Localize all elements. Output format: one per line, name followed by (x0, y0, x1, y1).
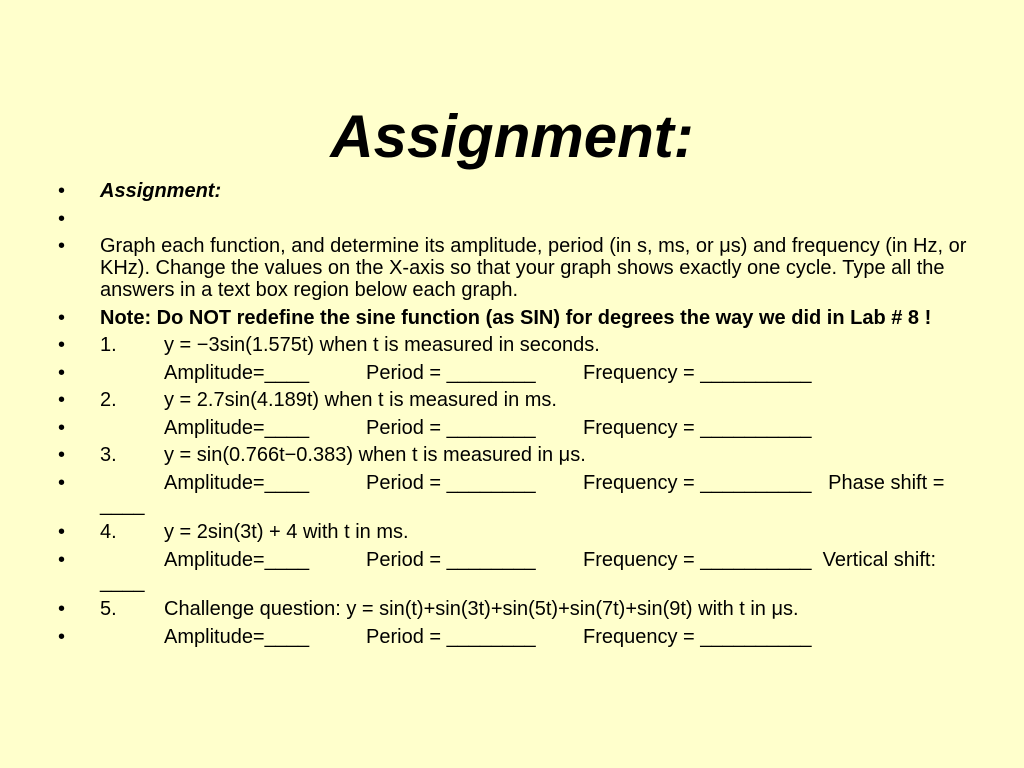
frequency-field: Frequency = __________ (583, 548, 812, 571)
phase-shift-field: Phase shift = ____ (100, 471, 950, 516)
period-field: Period = ________ (366, 416, 536, 439)
period-field: Period = ________ (366, 625, 536, 648)
problem-number: 3. (100, 444, 117, 466)
bullet-dot: • (58, 521, 66, 543)
amplitude-field: Amplitude=____ (164, 361, 310, 384)
problem-1 (58, 334, 973, 356)
problem-3 (58, 444, 973, 466)
problem-5 (58, 598, 973, 620)
frequency-field: Frequency = __________ (583, 416, 812, 439)
problem-2 (58, 389, 973, 411)
amplitude-field: Amplitude=____ (164, 625, 310, 648)
bullet-dot: • (58, 444, 66, 466)
bullet-dot: • (58, 207, 66, 230)
bullet-note (58, 307, 973, 329)
answers-5 (58, 626, 973, 648)
problem-equation: y = 2sin(3t) + 4 with t in ms. (164, 521, 409, 543)
bullet-dot: • (58, 180, 66, 202)
answers-3 (58, 472, 973, 516)
answers-4 (58, 549, 973, 593)
note-text: Note: Do NOT redefine the sine function (as SIN) for degrees the way we did in Lab # 8 ! (100, 306, 932, 329)
vertical-shift-field: Vertical shift: ____ (100, 548, 942, 593)
bullet-dot: • (58, 625, 66, 648)
answers-2 (58, 417, 973, 439)
problem-number: 4. (100, 521, 117, 543)
problem-number: 1. (100, 334, 117, 356)
bullet-dot: • (58, 306, 66, 329)
bullet-dot: • (58, 598, 66, 620)
frequency-field: Frequency = __________ (583, 361, 812, 384)
period-field: Period = ________ (366, 361, 536, 384)
bullet-heading (58, 180, 973, 202)
bullet-dot: • (58, 235, 66, 257)
amplitude-field: Amplitude=____ (164, 416, 310, 439)
slide-title: Assignment: (330, 103, 694, 171)
bullet-dot: • (58, 361, 66, 384)
bullet-dot: • (58, 389, 66, 411)
problem-equation: y = sin(0.766t−0.383) when t is measured in μs. (164, 444, 586, 466)
problem-equation: y = −3sin(1.575t) when t is measured in seconds. (164, 334, 600, 356)
assignment-heading: Assignment: (100, 180, 222, 202)
period-field: Period = ________ (366, 471, 536, 494)
frequency-field: Frequency = __________ (583, 471, 812, 494)
period-field: Period = ________ (366, 548, 536, 571)
bullet-dot: • (58, 548, 66, 571)
bullet-dot: • (58, 416, 66, 439)
amplitude-field: Amplitude=____ (164, 548, 310, 571)
answers-1 (58, 362, 973, 384)
amplitude-field: Amplitude=____ (164, 471, 310, 494)
assignment-bullet-list (58, 180, 973, 653)
instructions-text: Graph each function, and determine its amplitude, period (in s, ms, or μs) and frequency (in Hz, or KHz). Change the values on the X-axis so that your graph shows exactly one cycle. Type all the answers in a text box region below each graph. (100, 235, 967, 301)
problem-number: 5. (100, 598, 117, 620)
problem-equation: Challenge question: y = sin(t)+sin(3t)+sin(5t)+sin(7t)+sin(9t) with t in μs. (164, 598, 799, 620)
bullet-empty (58, 208, 973, 230)
problem-4 (58, 521, 973, 543)
problem-number: 2. (100, 389, 117, 411)
bullet-dot: • (58, 471, 66, 494)
frequency-field: Frequency = __________ (583, 625, 812, 648)
bullet-instructions (58, 235, 973, 301)
problem-equation: y = 2.7sin(4.189t) when t is measured in ms. (164, 389, 557, 411)
bullet-dot: • (58, 334, 66, 356)
